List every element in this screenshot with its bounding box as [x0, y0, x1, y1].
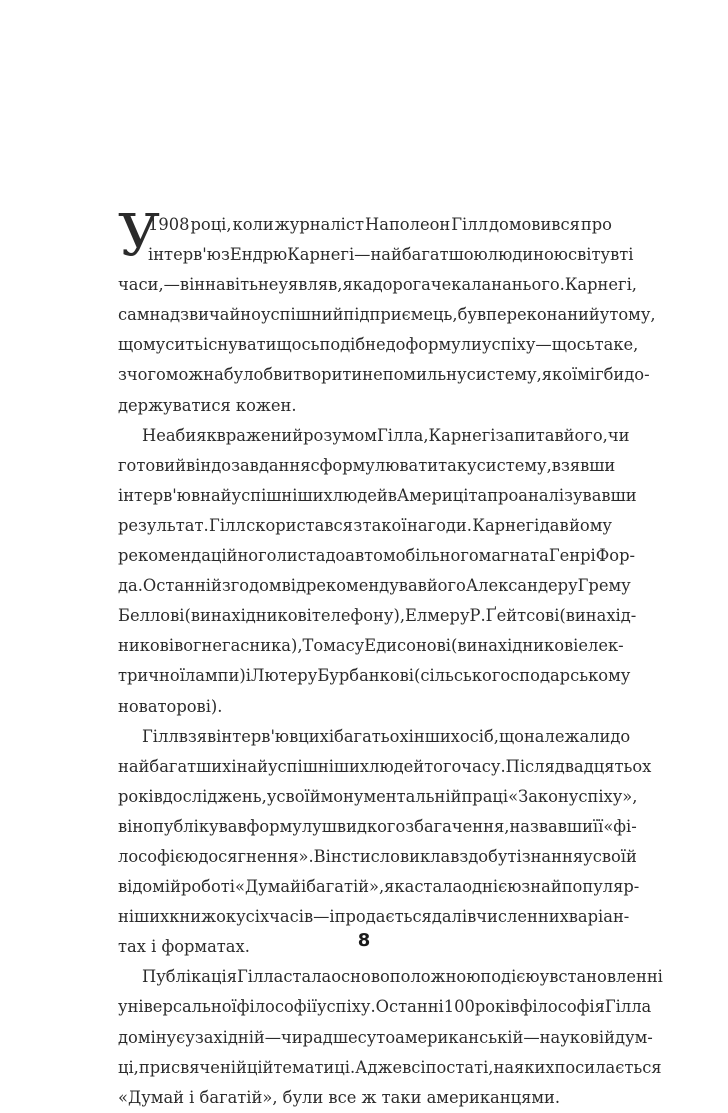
word: усіх [236, 907, 270, 927]
word: взяв [178, 726, 217, 746]
word: вражений [216, 425, 304, 445]
word: йому [569, 515, 612, 535]
word: збагачення, [405, 816, 510, 836]
word: та [468, 485, 488, 505]
word: нього. [511, 275, 565, 295]
word: у [583, 846, 593, 866]
word: з [521, 877, 531, 897]
text-line: новаторові). [118, 696, 223, 716]
page-number: 8 [357, 930, 371, 951]
word: в [289, 726, 299, 746]
text-line [118, 360, 650, 390]
word: «Думай [234, 877, 301, 897]
word: роботі [180, 877, 235, 897]
word: в [467, 907, 477, 927]
word: ті [619, 245, 634, 265]
word: Беллові [118, 606, 185, 626]
word: Ґейтсові [485, 606, 560, 626]
word: розумом [303, 425, 377, 445]
word: швидкого [321, 816, 406, 836]
word: найбагатшою [370, 245, 488, 265]
word: дорога [372, 275, 431, 295]
word: тому, [609, 305, 656, 325]
word: часу. [461, 756, 506, 776]
word: не [257, 275, 279, 295]
word: здобуті [459, 846, 522, 866]
word: телефону), [311, 606, 405, 626]
word: існувати [203, 335, 277, 355]
word: щось [551, 335, 595, 355]
word: б [263, 365, 274, 385]
word: монументальній [320, 786, 462, 806]
word: «фі- [603, 816, 637, 836]
word: часів [269, 907, 314, 927]
word: і [329, 907, 335, 927]
word: радше [302, 1027, 358, 1047]
word: Грему [577, 576, 631, 596]
word: Публікація [142, 967, 237, 987]
word: з [353, 515, 363, 535]
word: — [264, 1027, 282, 1047]
word: Александеру [465, 576, 578, 596]
word: її [592, 816, 604, 836]
word: ніших [118, 907, 170, 927]
word: людей [332, 485, 388, 505]
word: світу [567, 245, 611, 265]
text-line [118, 210, 612, 240]
word: році, [190, 215, 232, 234]
word: до [325, 546, 346, 566]
word: він [179, 275, 206, 295]
text-line [118, 812, 637, 842]
text-line [118, 330, 639, 360]
word: і [231, 756, 237, 776]
body-text [118, 210, 663, 1113]
word: чи [607, 425, 630, 445]
word: сформулювати [310, 455, 439, 475]
word: багатій», [306, 877, 385, 897]
word: своїй [276, 786, 321, 806]
word: яка [342, 275, 373, 295]
word: никові [118, 636, 175, 656]
word: згодом [221, 576, 282, 596]
word: формулу [246, 816, 322, 836]
word: запитав [495, 425, 564, 445]
word: скористався [246, 515, 353, 535]
word: Р. [469, 606, 486, 626]
word: успіху [481, 335, 536, 355]
word: був [457, 305, 487, 325]
word: до [385, 335, 406, 355]
word: таку [438, 455, 477, 475]
word: можна [165, 365, 224, 385]
word: систему, [466, 365, 542, 385]
word: міг [577, 365, 604, 385]
word: подібне [319, 335, 386, 355]
word: чого [126, 365, 166, 385]
word: універсальної [118, 997, 237, 1017]
word: щось [276, 335, 320, 355]
word: Неабияк [142, 425, 217, 445]
word: до [211, 455, 232, 475]
text-line [118, 631, 624, 661]
word: інших [408, 726, 460, 746]
word: продається [334, 907, 432, 927]
word: досліджень, [162, 786, 267, 806]
text-line [118, 661, 631, 691]
word: на [491, 275, 512, 295]
word: готовий [118, 455, 187, 475]
word: виклав [399, 846, 460, 866]
word: — [535, 335, 552, 355]
word: відомій [118, 877, 181, 897]
word: книжок [169, 907, 237, 927]
word: Ендрю [229, 245, 288, 265]
text-line [118, 902, 630, 932]
word: яких [514, 1057, 555, 1077]
word: філософія [519, 997, 605, 1017]
word: листа [276, 546, 326, 566]
word: Гілл [209, 515, 246, 535]
word: людей [369, 756, 425, 776]
word: американській [395, 1027, 524, 1047]
word: успішний [260, 305, 344, 325]
word: підприємець, [343, 305, 458, 325]
word: він [118, 816, 144, 836]
drop-cap: У [118, 201, 160, 269]
word: років [118, 786, 163, 806]
text-line [118, 782, 638, 812]
word: витворити [273, 365, 363, 385]
word: — [313, 907, 330, 927]
word: Карнегі [287, 245, 355, 265]
word: дав [539, 515, 569, 535]
word: на [493, 1057, 515, 1077]
text-line [118, 240, 634, 270]
word: у [539, 967, 550, 987]
word: Фор- [595, 546, 635, 566]
word: Томасу [302, 636, 365, 656]
word: (винахідникові [450, 636, 579, 656]
word: багатьох [334, 726, 409, 746]
word: надзвичайно [149, 305, 261, 325]
word: подією [480, 967, 540, 987]
word: в [190, 485, 201, 505]
word: стала [283, 967, 332, 987]
word: і [300, 877, 307, 897]
word: Адже [355, 1057, 403, 1077]
word: людиною [487, 245, 568, 265]
word: науковій [539, 1027, 615, 1047]
word: було [223, 365, 264, 385]
word: що [498, 726, 524, 746]
word: своїй [592, 846, 637, 866]
word: праці [461, 786, 509, 806]
word: в [610, 245, 620, 265]
text-line: «Думай і багатій», були все ж таки американцями. [118, 1087, 561, 1107]
word: яка [384, 877, 415, 897]
word: Елмеру [405, 606, 470, 626]
word: навіть [205, 275, 258, 295]
word: він [186, 455, 212, 475]
word: лософією [118, 846, 199, 866]
word: досягнення». [198, 846, 314, 866]
word: що [118, 335, 143, 355]
word: такої [362, 515, 407, 535]
word: вогнегасника), [174, 636, 303, 656]
word: постаті, [425, 1057, 494, 1077]
text-line [118, 601, 637, 631]
word: коли [232, 215, 274, 234]
word: Генрі [548, 546, 596, 566]
word: чи [281, 1027, 303, 1047]
word: домовився [489, 215, 580, 234]
word: Він [313, 846, 342, 866]
word: стала [414, 877, 463, 897]
word: філософії [236, 997, 317, 1017]
word: Гілла [604, 997, 652, 1017]
text-line [118, 511, 612, 541]
word: опублікував [143, 816, 247, 836]
word: таке, [594, 335, 639, 355]
word: належали [523, 726, 611, 746]
word: якої [541, 365, 578, 385]
word: найуспішніших [200, 485, 333, 505]
word: Бурбанкові [317, 666, 414, 686]
word: встановленні [549, 967, 663, 987]
word: автомобільного [345, 546, 479, 566]
text-line [118, 962, 663, 992]
word: присвяченій [138, 1057, 247, 1077]
word: би [603, 365, 625, 385]
text-line [118, 992, 652, 1022]
word: найуспішніших [236, 756, 370, 776]
word: стисло [341, 846, 400, 866]
word: суто [357, 1027, 396, 1047]
word: нагоди. [406, 515, 472, 535]
word: тричної [118, 666, 185, 686]
word: в [387, 485, 397, 505]
word: численних [476, 907, 569, 927]
word: переконаний [486, 305, 600, 325]
text-line [118, 1023, 653, 1053]
word: Едисонові [364, 636, 451, 656]
word: найбагатших [118, 756, 232, 776]
word: Останній [142, 576, 222, 596]
word: уявляв, [278, 275, 343, 295]
word: його, [563, 425, 608, 445]
word: — [523, 1027, 540, 1047]
word: однією [462, 877, 522, 897]
text-line [118, 300, 656, 330]
word: посилається [554, 1057, 662, 1077]
text-line [118, 421, 630, 451]
word: з [118, 365, 127, 385]
word: часи,— [118, 275, 180, 295]
word: далі [431, 907, 468, 927]
text-line [118, 1053, 662, 1083]
word: систему, [476, 455, 552, 475]
word: знання [521, 846, 584, 866]
word: результат. [118, 515, 209, 535]
word: у [599, 305, 610, 325]
text-line [118, 722, 631, 752]
word: Гілла [236, 967, 284, 987]
word: і [328, 726, 335, 746]
word: його [426, 576, 466, 596]
word: відрекомендував [281, 576, 427, 596]
word: успіху», [568, 786, 638, 806]
word: цій [246, 1057, 274, 1077]
word: Останні [375, 997, 444, 1017]
word: домінує [118, 1027, 186, 1047]
word: західній [194, 1027, 265, 1047]
word: інтерв'ю [148, 245, 221, 265]
word: (винахідникові [184, 606, 312, 626]
word: Наполеон [365, 215, 451, 234]
word: ці, [118, 1057, 139, 1077]
word: формули [405, 335, 482, 355]
word: чекала [430, 275, 492, 295]
word: варіан- [568, 907, 630, 927]
word: магната [478, 546, 549, 566]
word: Гілл [142, 726, 179, 746]
text-line [118, 752, 652, 782]
word: «Закон [508, 786, 569, 806]
word: непомильну [362, 365, 467, 385]
word: успіху. [316, 997, 376, 1017]
word: Після [505, 756, 555, 776]
word: у [185, 1027, 195, 1047]
word: Карнегі, [564, 275, 637, 295]
word: найпопуляр- [530, 877, 640, 897]
word: Америці [396, 485, 469, 505]
text-line [118, 872, 640, 902]
text-line [118, 842, 637, 872]
text-line [118, 270, 637, 300]
word: — [354, 245, 371, 265]
word: Гілла, [376, 425, 429, 445]
word: того [424, 756, 462, 776]
word: рекомендаційного [118, 546, 277, 566]
word: да. [118, 576, 143, 596]
word: Лютеру [250, 666, 318, 686]
word: всі [402, 1057, 426, 1077]
word: (винахід- [559, 606, 637, 626]
text-line: держуватися кожен. [118, 395, 297, 415]
word: у [266, 786, 277, 806]
word: з [220, 245, 230, 265]
word: років [474, 997, 520, 1017]
word: дум- [614, 1027, 653, 1047]
word: до- [624, 365, 650, 385]
word: 1908 [148, 215, 190, 234]
word: цих [298, 726, 329, 746]
text-line [118, 481, 637, 511]
word: Карнегі [428, 425, 496, 445]
word: інтерв'ю [216, 726, 290, 746]
word: лампи) [184, 666, 246, 686]
word: сам [118, 305, 150, 325]
word: взявши [551, 455, 616, 475]
text-line [118, 451, 616, 481]
word: двадцятьох [554, 756, 652, 776]
text-line: тах і форматах. [118, 937, 250, 957]
word: Гілл [451, 215, 488, 234]
word: назвавши [509, 816, 593, 836]
word: основоположною [331, 967, 481, 987]
word: проаналізувавши [487, 485, 637, 505]
word: 100 [443, 997, 475, 1017]
word: тематиці. [273, 1057, 356, 1077]
text-line [118, 541, 635, 571]
word: Карнегі [472, 515, 540, 535]
text-line [118, 571, 631, 601]
word: про [580, 215, 612, 234]
word: мусить [142, 335, 204, 355]
word: осіб, [459, 726, 499, 746]
word: інтерв'ю [118, 485, 191, 505]
word: і [245, 666, 251, 686]
word: елек- [578, 636, 624, 656]
word: до [610, 726, 631, 746]
word: (сільськогосподарському [414, 666, 631, 686]
word: завдання [231, 455, 311, 475]
word: журналіст [274, 215, 365, 234]
